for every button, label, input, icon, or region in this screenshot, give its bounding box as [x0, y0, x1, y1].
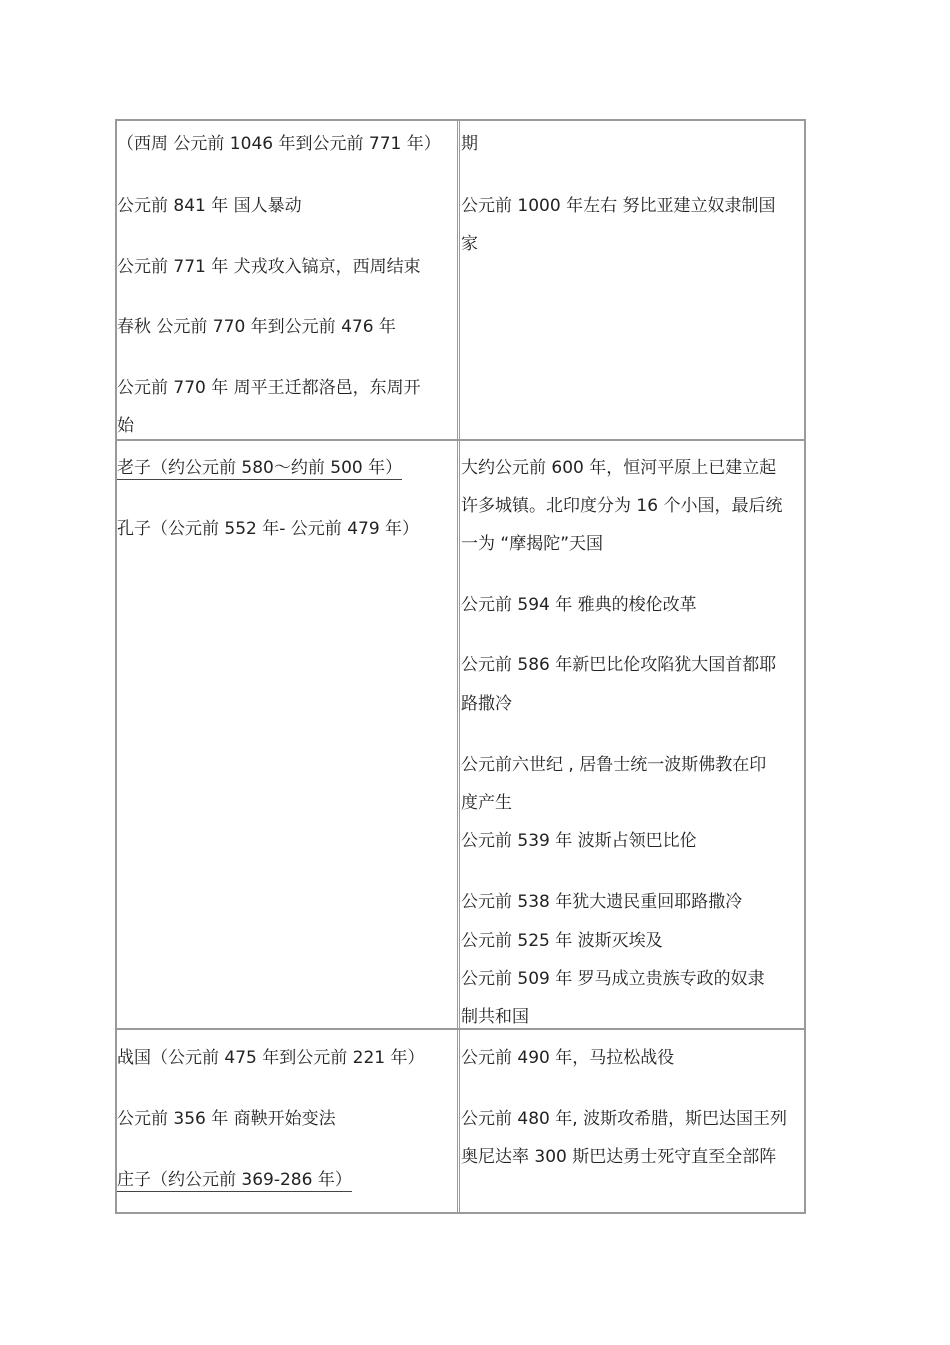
- text-line: 公元前 480 年, 波斯攻希腊，斯巴达国王列: [461, 1109, 788, 1129]
- text-line: [117, 457, 402, 479]
- text-line: 春秋 公元前 770 年到公元前 476 年: [117, 317, 396, 337]
- text-line: 公元前 356 年 商鞅开始变法: [117, 1109, 336, 1129]
- table-row: [115, 1028, 806, 1214]
- text-line: 公元前 770 年 周平王迁都洛邑，东周开: [117, 378, 421, 398]
- text-line: 公元前 586 年新巴比伦攻陷犹大国首都耶: [461, 655, 777, 675]
- text-line: 公元前六世纪 , 居鲁士统一波斯佛教在印: [461, 755, 767, 775]
- text-line: 大约公元前 600 年，恒河平原上已建立起: [461, 458, 777, 478]
- text-line: 公元前 539 年 波斯占领巴比伦: [461, 831, 697, 851]
- text-line: 一为 “摩揭陀”天国: [461, 534, 604, 554]
- text-line: 公元前 771 年 犬戎攻入镐京，西周结束: [117, 257, 421, 277]
- text-line: 奥尼达率 300 斯巴达勇士死守直至全部阵: [461, 1147, 777, 1167]
- underlined-entry: 老子（约公元前 580～约前 500 年）: [117, 458, 403, 478]
- text-line: 路撒冷: [461, 694, 512, 714]
- text-line: 期: [461, 134, 478, 154]
- text-line: （西周 公元前 1046 年到公元前 771 年）: [117, 134, 441, 154]
- text-line: 制共和国: [461, 1007, 529, 1027]
- text-line: 孔子（公元前 552 年- 公元前 479 年）: [117, 519, 420, 539]
- text-line: 公元前 509 年 罗马成立贵族专政的奴隶: [461, 969, 765, 989]
- text-line: 公元前 841 年 国人暴动: [117, 196, 302, 216]
- text-line: 战国（公元前 475 年到公元前 221 年）: [117, 1048, 425, 1068]
- text-line: 公元前 525 年 波斯灭埃及: [461, 931, 663, 951]
- text-line: 公元前 538 年犹大遗民重回耶路撒冷: [461, 892, 743, 912]
- text-line: [117, 1169, 352, 1191]
- text-line: 公元前 594 年 雅典的梭伦改革: [461, 595, 697, 615]
- underlined-entry: 庄子（约公元前 369-286 年）: [117, 1170, 352, 1190]
- text-line: 始: [117, 416, 134, 436]
- text-line: 公元前 490 年，马拉松战役: [461, 1048, 675, 1068]
- text-line: 许多城镇。北印度分为 16 个小国，最后统: [461, 496, 783, 516]
- text-line: 家: [461, 234, 478, 254]
- table-row: [115, 119, 806, 440]
- text-line: 度产生: [461, 793, 512, 813]
- text-line: 公元前 1000 年左右 努比亚建立奴隶制国: [461, 196, 776, 216]
- table-row: [115, 439, 806, 1029]
